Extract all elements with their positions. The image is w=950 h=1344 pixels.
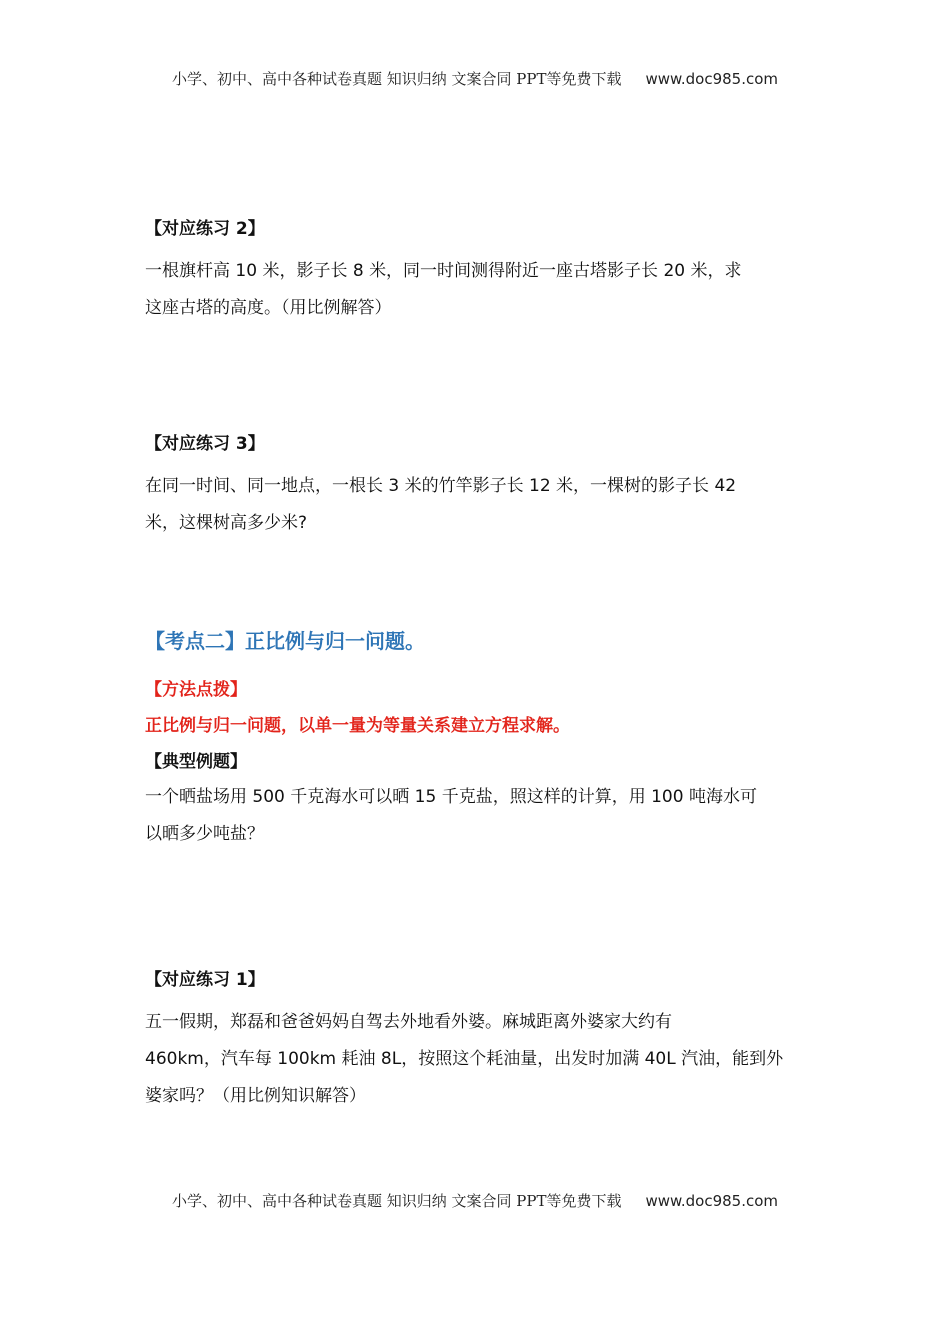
practice-3 <box>145 431 815 542</box>
practice-3-line-1: 在同一时间、同一地点，一根长 3 米的竹竿影子长 12 米，一棵树的影子长 42 <box>145 476 737 496</box>
practice-3-label: 【对应练习 3】 <box>145 434 265 454</box>
footer-text: 小学、初中、高中各种试卷真题 知识归纳 文案合同 PPT等免费下载 <box>171 1192 622 1210</box>
page-footer <box>0 1190 950 1211</box>
practice-2-question <box>145 253 815 327</box>
practice-2-line-1: 一根旗杆高 10 米，影子长 8 米，同一时间测得附近一座古塔影子长 20 米，求 <box>145 261 742 281</box>
example-question <box>145 779 815 853</box>
section-2 <box>145 626 815 853</box>
practice-1-question <box>145 1004 815 1115</box>
header-site-link[interactable]: www.doc985.com <box>645 70 779 88</box>
method-text: 正比例与归一问题，以单一量为等量关系建立方程求解。 <box>145 716 570 736</box>
header-text: 小学、初中、高中各种试卷真题 知识归纳 文案合同 PPT等免费下载 <box>171 70 622 88</box>
section-2-title: 【考点二】正比例与归一问题。 <box>145 629 425 653</box>
practice-1-label: 【对应练习 1】 <box>145 970 265 990</box>
practice-1 <box>145 967 815 1115</box>
practice-3-line-2: 米，这棵树高多少米? <box>145 513 308 533</box>
method-label: 【方法点拨】 <box>145 680 247 700</box>
practice-1-line-2: 460km，汽车每 100km 耗油 8L，按照这个耗油量，出发时加满 40L 汽油，能到外 <box>145 1049 784 1069</box>
footer-site-link[interactable]: www.doc985.com <box>645 1192 779 1210</box>
page-header <box>0 68 950 89</box>
practice-1-line-1: 五一假期，郑磊和爸爸妈妈自驾去外地看外婆。麻城距离外婆家大约有 <box>145 1012 672 1032</box>
example-label: 【典型例题】 <box>145 752 247 772</box>
example-line-1: 一个晒盐场用 500 千克海水可以晒 15 千克盐，照这样的计算，用 100 吨海水可 <box>145 787 757 807</box>
practice-2-label: 【对应练习 2】 <box>145 219 265 239</box>
practice-2 <box>145 216 815 327</box>
practice-3-question <box>145 468 815 542</box>
practice-2-line-2: 这座古塔的高度。（用比例解答） <box>145 298 392 318</box>
practice-1-line-3: 婆家吗？（用比例知识解答） <box>145 1086 366 1106</box>
example-line-2: 以晒多少吨盐？ <box>145 824 264 844</box>
